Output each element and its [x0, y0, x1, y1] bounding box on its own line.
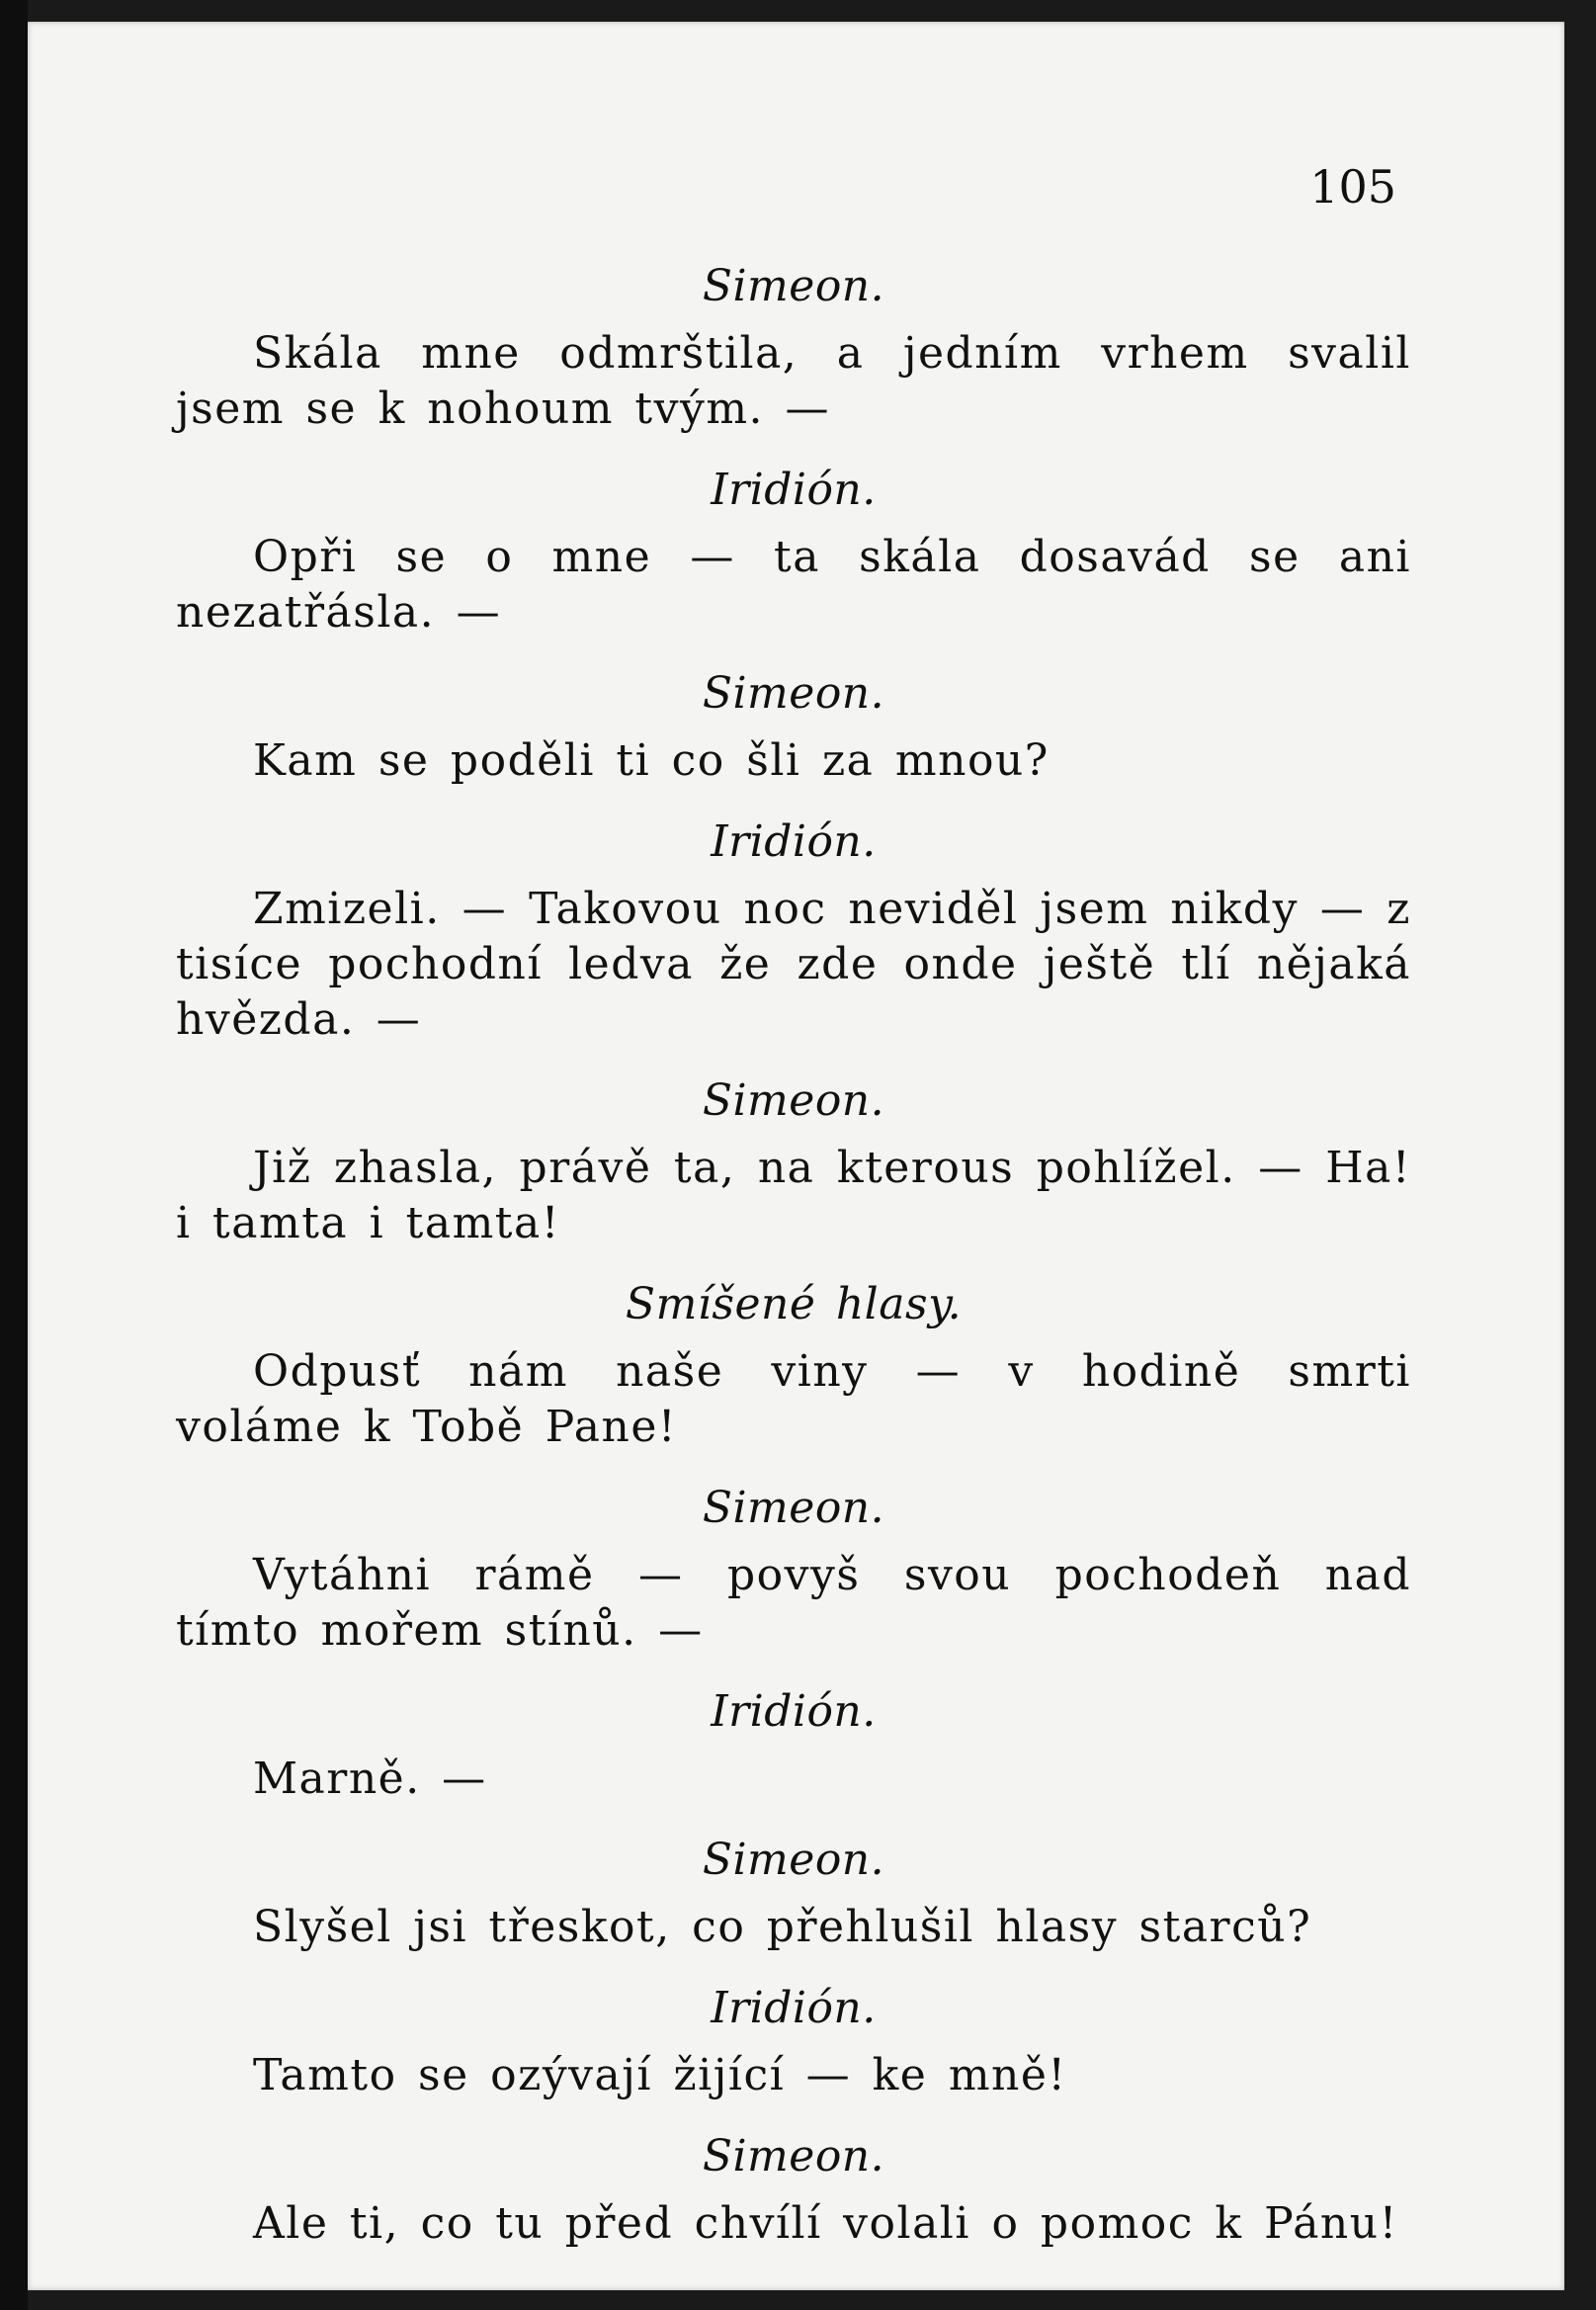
speech-paragraph: Vytáhni rámě — povyš svou pochodeň nad tímto mořem stínů. —	[176, 1550, 1411, 1656]
speaker-name: Simeon.	[702, 2131, 885, 2182]
speaker-name: Iridión.	[711, 465, 877, 515]
dialogue-text	[176, 247, 1411, 2266]
speech-paragraph: Opři se o mne — ta skála dosavád se ani nezatřásla. —	[176, 532, 1411, 638]
speech-paragraph: Marně. —	[253, 1754, 487, 1804]
speech-paragraph: Odpusť nám naše viny — v hodině smrti voláme k Tobě Pane!	[176, 1346, 1411, 1452]
scan-edge	[0, 0, 28, 2310]
book-page	[28, 22, 1564, 2290]
speaker-name: Simeon.	[702, 261, 885, 311]
speaker-name: Smíšené hlasy.	[625, 1279, 963, 1329]
speaker-name: Iridión.	[711, 1983, 877, 2033]
speaker-name: Iridión.	[711, 1686, 877, 1737]
speaker-name: Simeon.	[702, 668, 885, 719]
speaker-name: Iridión.	[711, 816, 877, 867]
speech-paragraph: Ale ti, co tu před chvílí volali o pomoc k Pánu!	[253, 2198, 1398, 2249]
speech-paragraph: Slyšel jsi třeskot, co přehlušil hlasy starců?	[253, 1902, 1312, 1952]
speaker-name: Simeon.	[702, 1835, 885, 1885]
speaker-name: Simeon.	[702, 1075, 885, 1126]
page-number: 105	[1309, 160, 1396, 214]
speech-paragraph: Již zhasla, právě ta, na kterous pohlížel. — Ha! i tamta i tamta!	[176, 1143, 1411, 1248]
speaker-name: Simeon.	[702, 1483, 885, 1533]
speech-paragraph: Kam se poděli ti co šli za mnou?	[253, 735, 1050, 786]
speech-paragraph: Zmizeli. — Takovou noc neviděl jsem nikdy — z tisíce pochodní ledva že zde onde ještě tlí nějaká hvězda. —	[176, 884, 1411, 1045]
speech-paragraph: Tamto se ozývají žijící — ke mně!	[253, 2050, 1067, 2100]
speech-paragraph: Skála mne odmrštila, a jedním vrhem svalil jsem se k nohoum tvým. —	[176, 328, 1411, 434]
